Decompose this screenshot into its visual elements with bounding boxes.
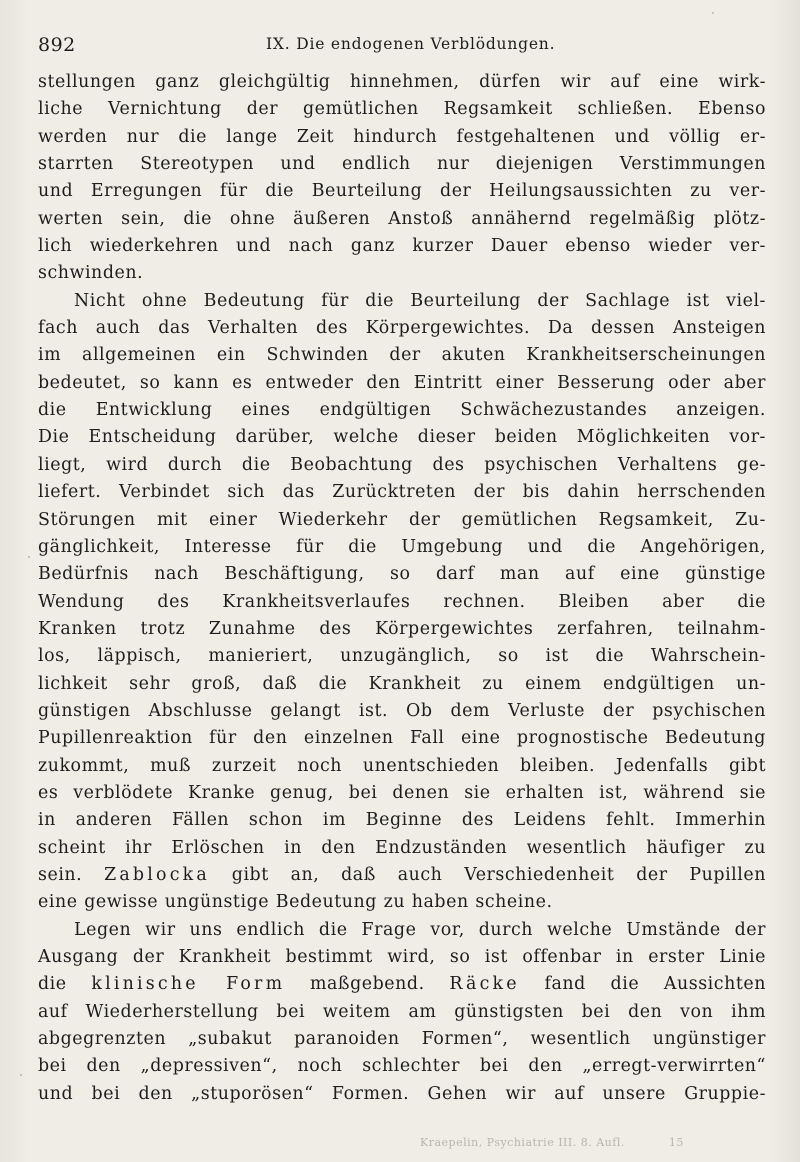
text-line: liefert. Verbindet sich das Zurücktreten der bis dahin herrschenden [38,482,766,503]
text-line: scheint ihr Erlöschen in den Endzuständen wesentlich häufiger zu [38,837,766,858]
text-line: starrten Stereotypen und endlich nur diejenigen Verstimmungen [38,154,766,175]
text-fragment: sein. [38,864,83,885]
text-line: abgegrenzten „subakut paranoiden Formen“, wesentlich ungünstiger [38,1029,766,1050]
page-header [38,34,766,60]
page-number: 892 [38,34,76,56]
running-title: IX. Die endogenen Verblödungen. [266,35,556,53]
text-line: Kranken trotz Zunahme des Körpergewichtes zerfahren, teilnahm- [38,618,766,639]
text-fragment: maßgebend. [309,974,425,995]
paper-speck [20,1074,22,1076]
text-line: fach auch das Verhalten des Körpergewichtes. Da dessen Ansteigen [38,318,766,339]
text-line: und bei den „stuporösen“ Formen. Gehen wir auf unsere Gruppie- [38,1083,766,1104]
paper-speck [712,12,714,14]
text-line: werden nur die lange Zeit hindurch festgehaltenen und völlig er- [38,126,766,147]
text-fragment: fand die Aussichten [544,974,766,995]
text-line-zablocka [38,862,766,889]
text-line: werten sein, die ohne äußeren Anstoß annähernd regelmäßig plötz- [38,208,766,229]
text-line: die Entwicklung eines endgültigen Schwächezustandes anzeigen. [38,400,766,421]
text-line: und Erregungen für die Beurteilung der Heilungsaussichten zu ver- [38,181,766,202]
text-line: bedeutet, so kann es entweder den Eintritt einer Besserung oder aber [38,372,766,393]
text-line: lich wiederkehren und nach ganz kurzer Dauer ebenso wieder ver- [38,236,766,257]
text-line: Ausgang der Krankheit bestimmt wird, so ist offenbar in erster Linie [38,947,766,967]
text-line: stellungen ganz gleichgültig hinnehmen, dürfen wir auf eine wirk- [38,72,766,92]
text-line: los, läppisch, manieriert, unzugänglich, so ist die Wahrschein- [38,646,766,667]
text-line: eine gewisse ungünstige Bedeutung zu haben scheine. [38,892,553,913]
text-line: günstigen Abschlusse gelangt ist. Ob dem Verluste der psychischen [38,700,766,721]
signature-text: Kraepelin, Psychiatrie III. 8. Aufl. [420,1136,625,1149]
spaced-term-klinische-form: klinische Form [91,974,286,995]
text-line: Wendung des Krankheitsverlaufes rechnen. Bleiben aber die [38,591,766,612]
text-line: es verblödete Kranke genug, bei denen sie erhalten ist, während sie [38,782,766,803]
text-line: in anderen Fällen schon im Beginne des Leidens fehlt. Immerhin [38,810,766,831]
text-line: Pupillenreaktion für den einzelnen Fall eine prognostische Bedeutung [38,728,766,749]
text-line: Nicht ohne Bedeutung für die Beurteilung der Sachlage ist viel- [74,290,766,311]
text-line: Bedürfnis nach Beschäftigung, so darf man auf eine günstige [38,564,766,585]
spaced-name-raecke: Räcke [449,974,520,995]
paper-speck [28,556,30,558]
text-line: liegt, wird durch die Beobachtung des psychischen Verhaltens ge- [38,454,766,475]
body-text [38,69,766,1108]
spaced-name-zablocka: Zablocka [104,864,210,885]
sheet-number: 15 [668,1136,684,1149]
text-line: im allgemeinen ein Schwinden der akuten Krankheitserscheinungen [38,345,766,366]
text-line: schwinden. [38,263,144,284]
text-line: bei den „depressiven“, noch schlechter bei den „erregt-verwirrten“ [38,1056,766,1077]
text-line: liche Vernichtung der gemütlichen Regsamkeit schließen. Ebenso [38,99,766,120]
text-line: Legen wir uns endlich die Frage vor, durch welche Umstände der [74,919,766,940]
sheet-signature [420,1136,684,1149]
text-line: auf Wiederherstellung bei weitem am günstigsten bei den von ihm [38,1001,766,1022]
text-line: gänglichkeit, Interesse für die Umgebung und die Angehörigen, [38,536,766,557]
text-line: Die Entscheidung darüber, welche dieser beiden Möglichkeiten vor- [38,427,766,448]
text-fragment: gibt an, daß auch Verschiedenheit der Pupillen [231,864,766,885]
text-line: zukommt, muß zurzeit noch unentschieden bleiben. Jedenfalls gibt [38,755,766,776]
text-fragment: die [38,974,67,995]
text-line: lichkeit sehr groß, daß die Krankheit zu einem endgültigen un- [38,673,766,694]
text-line-klinische-form [38,971,766,998]
text-line: Störungen mit einer Wiederkehr der gemütlichen Regsamkeit, Zu- [38,509,766,530]
